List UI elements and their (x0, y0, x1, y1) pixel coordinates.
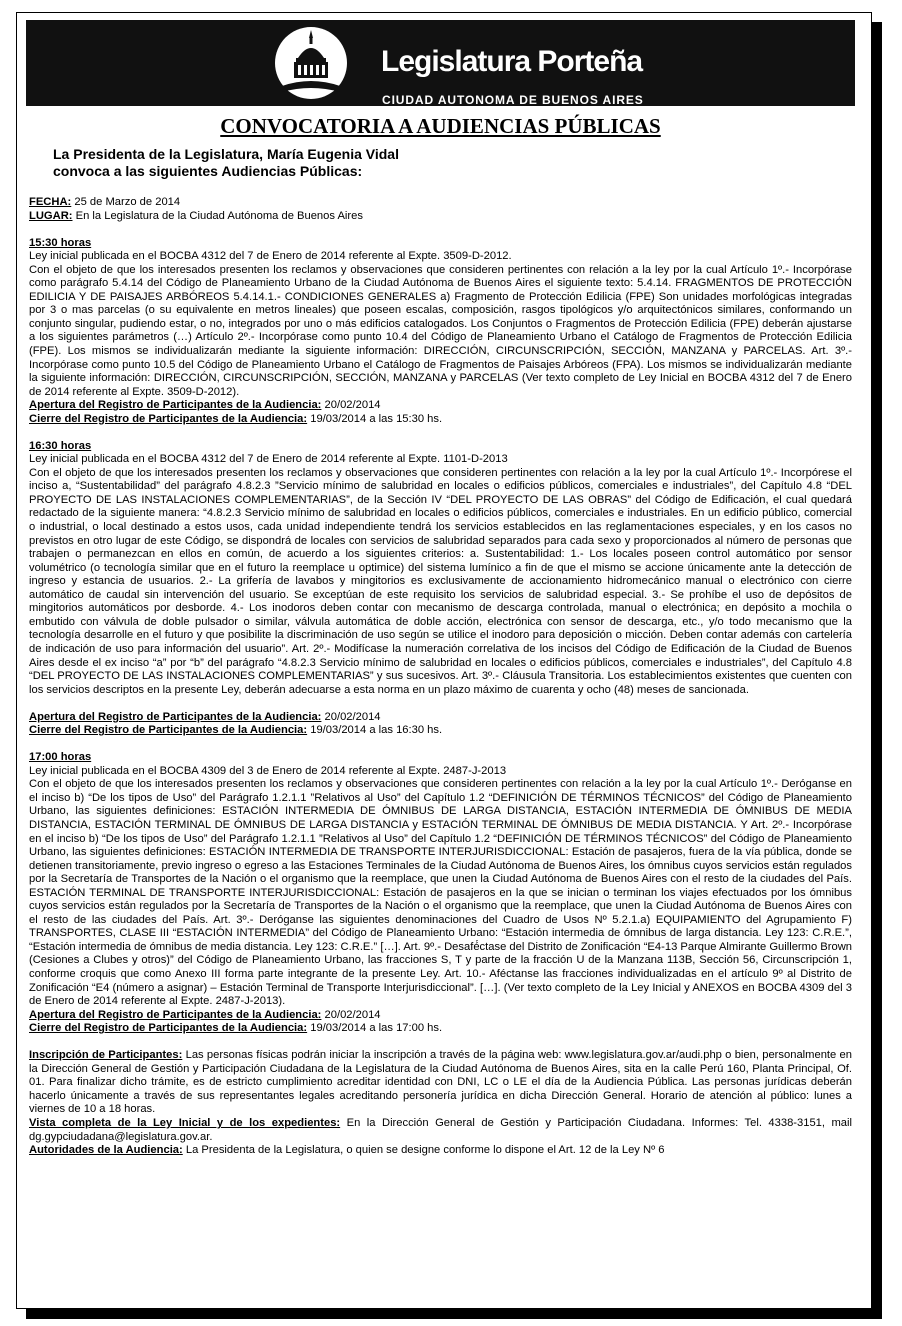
intro-line-2: convoca a las siguientes Audiencias Públicas: (53, 163, 363, 179)
apertura-label: Apertura del Registro de Participantes de la Audiencia: (29, 399, 322, 412)
cierre-line (29, 724, 852, 738)
apertura-value: 20/02/2014 (324, 1008, 381, 1021)
cierre-value: 19/03/2014 a las 16:30 hs. (310, 724, 443, 737)
session-time: 15:30 horas (29, 236, 92, 249)
brand-subtitle: CIUDAD AUTONOMA DE BUENOS AIRES (382, 93, 644, 107)
session-law-line: Ley inicial publicada en el BOCBA 4312 del 7 de Enero de 2014 referente al Expte. 1101-D-2013 (29, 453, 508, 466)
cierre-value: 19/03/2014 a las 15:30 hs. (310, 412, 443, 425)
apertura-value: 20/02/2014 (324, 710, 381, 723)
document-body (29, 196, 852, 1158)
apertura-line (29, 1009, 852, 1023)
intro-block (53, 146, 399, 180)
fecha-value: 25 de Marzo de 2014 (74, 196, 181, 208)
page-title: CONVOCATORIA A AUDIENCIAS PÚBLICAS (220, 114, 661, 138)
session-law-line: Ley inicial publicada en el BOCBA 4312 del 7 de Enero de 2014 referente al Expte. 3509-D-2012. (29, 250, 512, 263)
fecha-line (29, 196, 852, 210)
autoridades-label: Autoridades de la Audiencia: (29, 1144, 183, 1157)
lugar-value: En la Legislatura de la Ciudad Autónoma de Buenos Aires (75, 209, 363, 222)
session-law-line: Ley inicial publicada en el BOCBA 4309 del 3 de Enero de 2014 referente al Expte. 2487-J-2013 (29, 764, 507, 777)
lugar-line (29, 210, 852, 224)
apertura-label: Apertura del Registro de Participantes de la Audiencia: (29, 1008, 322, 1021)
inscripcion-text: Las personas físicas podrán iniciar la inscripción a través de la página web: www.legislatura.gov.ar/audi.php o bien, personalmente en la Dirección General de Gestión y Participación Ciudadana de la Legislatura de la Ciudad Autónoma de Buenos Aires, sita en la calle Perú 160, Planta Principal, Of. 01. Para finalizar dicho trámite, es de estricto cumplimiento acreditar identidad con DNI, LC o LE el día de la Audiencia Pública. Las personas jurídicas deberán hacerlo únicamente a través de sus representantes legales acreditando personería jurídica en dicha Dirección General. Horario de atención al público: lunes a viernes de 10 a 18 horas. (29, 1049, 852, 1116)
intro-line-1: La Presidenta de la Legislatura, María Eugenia Vidal (53, 146, 399, 162)
cierre-value: 19/03/2014 a las 17:00 hs. (310, 1022, 443, 1035)
lugar-label: LUGAR: (29, 209, 73, 222)
cierre-label: Cierre del Registro de Participantes de la Audiencia: (29, 1022, 308, 1035)
autoridades-paragraph (29, 1144, 852, 1158)
header-banner (26, 20, 855, 106)
session-body: Con el objeto de que los interesados presenten los reclamos y observaciones que consideren pertinentes con relación a la ley por la cual Artículo 1º.- Incorpórese el inciso a, “Sustentabilidad” del parágrafo 4.8.2.3 ”Servicio mínimo de salubridad en locales o edificios públicos, comerciales e industriales”, del Capítulo 4.8 “DEL PROYECTO DE LAS INSTALACIONES COMPLEMENTARIAS”, de la Sección IV “DEL PROYECTO DE LAS OBRAS” del Código de Edificación, el cual quedará redactado de la siguiente manera: “4.8.2.3 Servicio mínimo de salubridad en locales o edificios públicos, comerciales e industriales. En un edificio público, comercial o industrial, o local destinado a estos usos, cada unidad independiente tendrá los servicios establecidos en las reglamentaciones especiales, y en los casos no previstos en otro lugar de este Código, se dispondrá de locales con servicios de salubridad separados para cada sexo y proporcionados al número de personas que trabajen o permanezcan en ellos en común, de acuerdo a los siguientes criterios: a. Sustentabilidad: 1.- Los locales poseen control automático por sensor volumétrico (o tecnología similar que en el futuro la reemplace u optimice) del sistema lumínico a fin de que el mismo se accione únicamente ante la detección de ingreso y estancia de usuarios. 2.- La grifería de lavabos y mingitorios es exclusivamente de accionamiento hidromecánico manual o electrónico con cierre automático de caudal sin intervención del usuario. Se exceptúan de este requisito los servicios de salubridad especial. 3.- Se prohíbe el uso de depósitos de mingitorios automáticos por desborde. 4.- Los inodoros deben contar con mecanismo de descarga controlada, manual o electrónica; en depósito a mochila o embutido con válvula de doble pulsador o similar, válvula automática de doble acción, electrónica con sensor de descarga, etc., y/o todo mecanismo que la tecnología desarrolle en el futuro y que posibilite la discriminación de uso según se utilice el inodoro para deposición o micción. Deben contar además con cartelería de indicación de uso para información del usuario”. Art. 2º.- Modifícase la numeración correlativa de los incisos del Código de Edificación de la Ciudad de Buenos Aires desde el ex inciso “a” por “b” del parágrafo “4.8.2.3 Servicio mínimo de salubridad en locales o edificios públicos, comerciales e industriales”, del Capítulo 4.8 “DEL PROYECTO DE LAS INSTALACIONES COMPLEMENTARIAS” y sus sucesivos. Art. 3º.- Cláusula Transitoria. Los establecimientos existentes que cuenten con los servicios descriptos en la presente Ley, deberán adecuarse a esta norma en un plazo máximo de cuarenta y ocho (48) meses de sancionada. (29, 466, 852, 696)
brand-title: Legislatura Porteña (381, 45, 643, 78)
inscripcion-label: Inscripción de Participantes: (29, 1049, 183, 1062)
apertura-line (29, 399, 852, 413)
frame-shadow-right (872, 22, 882, 1319)
fecha-label: FECHA: (29, 196, 72, 208)
legislature-dome-logo (274, 26, 348, 100)
cierre-line (29, 1022, 852, 1036)
autoridades-text: La Presidenta de la Legislatura, o quien se designe conforme lo dispone el Art. 12 de la Ley Nº 6 (185, 1144, 665, 1157)
session-1630 (29, 440, 852, 738)
session-time: 16:30 horas (29, 439, 92, 452)
apertura-line (29, 711, 852, 725)
session-1700 (29, 751, 852, 1035)
vista-label: Vista completa de la Ley Inicial y de los expedientes: (29, 1116, 341, 1129)
session-time: 17:00 horas (29, 751, 92, 764)
cierre-label: Cierre del Registro de Participantes de la Audiencia: (29, 412, 308, 425)
cierre-label: Cierre del Registro de Participantes de la Audiencia: (29, 724, 308, 737)
frame-shadow-bottom (26, 1309, 882, 1319)
cierre-line (29, 413, 852, 427)
inscripcion-paragraph (29, 1049, 852, 1117)
session-body: Con el objeto de que los interesados presenten los reclamos y observaciones que consideren pertinentes con relación a la ley por la cual Artículo 1º.- Deróganse en el inciso b) “De los tipos de Uso” del Parágrafo 1.2.1.1 ”Relativos al Uso” del Capítulo 1.2 “DEFINICIÓN DE TÉRMINOS TÉCNICOS” del Código de Planeamiento Urbano, las siguientes definiciones: ESTACIÓN INTERMEDIA DE ÓMNIBUS DE LARGA DISTANCIA, ESTACIÓN INTERMEDIA DE ÓMNIBUS DE MEDIA DISTANCIA, ESTACIÓN TERMINAL DE ÓMNIBUS DE LARGA DISTANCIA y ESTACIÓN TERMINAL DE ÓMNIBUS DE MEDIA DISTANCIA. Y Art. 2º.- Incorpórase en el inciso b) “De los tipos de Uso” del Parágrafo 1.2.1.1 ”Relativos al Uso” del Capítulo 1.2 “DEFINICIÓN DE TÉRMINOS TÉCNICOS” del Código de Planeamiento Urbano, las siguientes definiciones: ESTACIÓN INTERMEDIA DE TRANSPORTE INTERJURISDICCIONAL: Estación de pasajeros, fuera de la vía pública, donde se detienen transitoriamente, previo ingreso o egreso a las Estaciones Terminales de la Ciudad Autónoma de Buenos Aires, los ómnibus cuyos servicios están regulados por la Secretaría de Transportes de la Nación o el organismo que la reemplace, que unen la Ciudad Autónoma de Buenos Aires con el resto de la ciudades del País. ESTACIÓN TERMINAL DE TRANSPORTE INTERJURISDICCIONAL: Estación de pasajeros en la que se inician o terminan los viajes efectuados por los ómnibus cuyos servicios están regulados por la Secretaría de Transportes de la Nación o el organismo que la reemplace, que unen la Ciudad Autónoma de Buenos Aires con el resto de las ciudades del País. Art. 3º.- Deróganse las siguientes denominaciones del Cuadro de Usos Nº 5.2.1.a) EQUIPAMIENTO del Agrupamiento F) TRANSPORTES, CLASE III “ESTACIÓN INTERMEDIA” del Código de Planeamiento Urbano: “Estación intermedia de ómnibus de larga distancia. Ley 123: C.R.E.”, “Estación intermedia de ómnibus de media distancia. Ley 123: C.R.E.” […]. Art. 9º.- Desafé́ctase del Distrito de Zonificación “E4-13 Parque Almirante Guillermo Brown (Cesiones a Clubes y otros)” del Código de Planeamiento Urbano, las fracciones S, T y parte de la fracción U de la Manzana 113B, Sección 56, Circunscripción 1, conforme croquis que como Anexo III forma parte integrante de la presente Ley. Art. 10.- Aféctanse las fracciones individualizadas en el artículo 9º al Distrito de Zonificación “E4 (número a asignar) – Estación Terminal de Transporte Interjurisdiccional”. […]. (Ver texto completo de la Ley Inicial y ANEXOS en BOCBA 4309 del 3 de Enero de 2014 referente al Expte. 2487-J-2013). (29, 778, 853, 1008)
session-1530 (29, 237, 852, 427)
apertura-value: 20/02/2014 (324, 399, 381, 412)
vista-text: En la Dirección General de Gestión y Participación Ciudadana. Informes: Tel. 4338-3151, mail dg.gypciudadana@legislatura.gov.ar. (29, 1116, 853, 1143)
apertura-label: Apertura del Registro de Participantes de la Audiencia: (29, 710, 322, 723)
session-body: Con el objeto de que los interesados presenten los reclamos y observaciones que consideren pertinentes con relación a la ley por la cual Artículo 1º.- Incorpórase como parágrafo 5.4.14 del Código de Planeamiento Urbano de la Ciudad Autónoma de Buenos Aires el siguiente texto: 5.4.14. FRAGMENTOS DE PROTECCIÓN EDILICIA Y DE PAISAJES ARBÓREOS 5.4.14.1.- CONDICIONES GENERALES a) Fragmento de Protección Edilicia (FPE) Son unidades morfológicas integradas por 3 o mas parcelas (o su equivalente en metros lineales) que poseen escalas, composición, rasgos tipológicos y/o arquitectónicos similares, conformando un conjunto singular, pudiendo estar, o no, integrados por uno o más edificios catalogados. Los Conjuntos o Fragmentos de Protección Edilicia (FPE) deberán ajustarse a los siguientes parámetros (…) Artículo 2º.- Incorpórase como punto 10.4 del Código de Planeamiento Urbano el Catálogo de Fragmentos de Protección Edilicia (FPE). Los mismos se individualizarán mediante la siguiente información: DIRECCIÓN, CIRCUNSCRIPCIÓN, SECCIÓN, MANZANA y PARCELAS. Art. 3º.- Incorpórase como punto 10.5 del Código de Planeamiento Urbano el Catálogo de Fragmentos de Paisajes Arbóreos (FPA). Los mismos se individualizarán mediante la siguiente información: DIRECCIÓN, CIRCUNSCRIPCIÓN, SECCIÓN, MANZANA y PARCELAS (Ver texto completo de Ley Inicial en BOCBA 4312 del 7 de Enero de 2014 referente al Expte. 3509-D-2012). (29, 263, 852, 398)
vista-paragraph (29, 1117, 852, 1144)
